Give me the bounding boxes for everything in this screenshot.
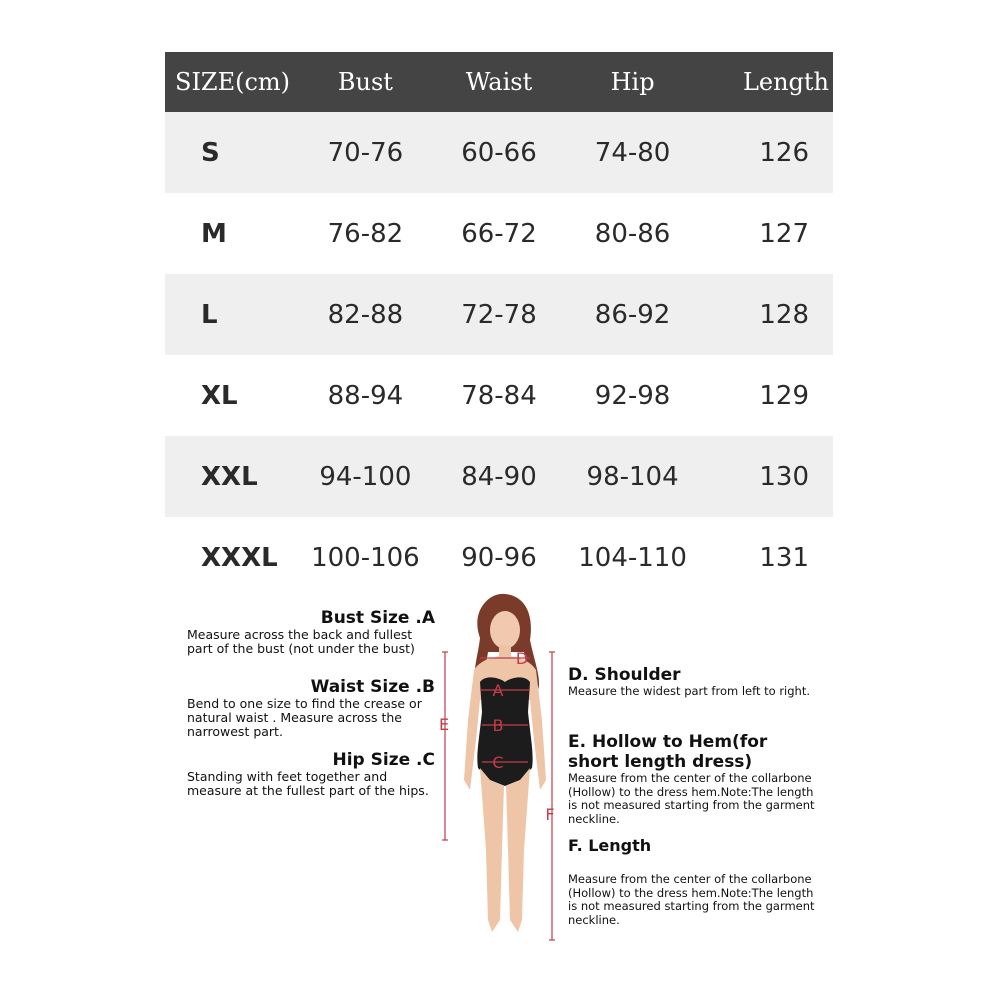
shoulder-guide-title: D. Shoulder [568, 665, 681, 685]
marker-e: E [438, 715, 450, 734]
table-row [165, 436, 833, 517]
header-size: SIZE(cm) [175, 68, 291, 96]
bust-cell: 76-82 [327, 218, 404, 249]
waist-cell: 60-66 [461, 137, 537, 168]
header-waist: Waist [465, 68, 533, 96]
length-cell: 128 [759, 299, 809, 330]
marker-a: A [492, 681, 504, 700]
marker-b: B [492, 716, 504, 735]
marker-d: D [515, 649, 529, 668]
waist-guide-desc: Bend to one size to find the crease or natural waist . Measure across the narrowest part. [187, 696, 422, 739]
length-cell: 126 [759, 137, 809, 168]
shoulder-guide-desc: Measure the widest part from left to right. [568, 684, 811, 698]
bust-guide-desc: Measure across the back and fullest part of the bust (not under the bust) [187, 627, 415, 656]
header-length: Length [742, 68, 829, 96]
size-cell: XXL [201, 461, 258, 492]
waist-guide [187, 677, 435, 739]
header-hip: Hip [610, 68, 655, 96]
hip-guide-title: Hip Size .C [332, 750, 435, 770]
waist-cell: 90-96 [461, 542, 537, 573]
table-row [165, 517, 833, 598]
length-cell: 131 [759, 542, 809, 573]
bodysuit-shape [477, 677, 532, 786]
hip-guide-desc: Standing with feet together and measure at the fullest part of the hips. [187, 769, 429, 798]
hip-cell: 80-86 [594, 218, 671, 249]
table-header-row [165, 52, 833, 112]
right-leg-shape [506, 768, 530, 932]
hip-cell: 104-110 [578, 542, 687, 573]
size-cell: S [201, 137, 220, 168]
hip-guide [187, 750, 435, 798]
length-cell: 130 [759, 461, 809, 492]
size-cell: XXXL [201, 542, 278, 573]
size-cell: M [201, 218, 227, 249]
hip-cell: 74-80 [594, 137, 671, 168]
table-row [165, 112, 833, 193]
marker-f: F [545, 805, 555, 824]
size-cell: L [201, 299, 218, 330]
hip-cell: 98-104 [586, 461, 679, 492]
marker-c: C [492, 753, 504, 772]
bust-cell: 94-100 [319, 461, 412, 492]
size-chart-table [165, 52, 833, 598]
waist-cell: 78-84 [461, 380, 537, 411]
bust-cell: 82-88 [327, 299, 404, 330]
length-guide-title: F. Length [568, 836, 652, 855]
hollow-guide-desc: Measure from the center of the collarbone (Hollow) to the dress hem.Note:The length is not measured starting from the garment neckline. [568, 771, 815, 826]
shoulder-guide [568, 665, 818, 699]
hollow-guide [568, 732, 818, 826]
waist-guide-title: Waist Size .B [310, 677, 435, 697]
header-bust: Bust [337, 68, 393, 96]
body-measurement-figure [430, 590, 570, 950]
face-shape [490, 611, 520, 649]
length-cell: 127 [759, 218, 809, 249]
hip-cell: 86-92 [594, 299, 671, 330]
bust-guide [187, 608, 435, 656]
waist-cell: 72-78 [461, 299, 537, 330]
bust-cell: 70-76 [327, 137, 404, 168]
left-leg-shape [480, 768, 504, 932]
size-cell: XL [201, 380, 238, 411]
hip-cell: 92-98 [594, 380, 671, 411]
bust-guide-title: Bust Size .A [320, 608, 435, 628]
bust-cell: 88-94 [327, 380, 404, 411]
length-guide-desc: Measure from the center of the collarbone (Hollow) to the dress hem.Note:The length is not measured starting from the garment neckline. [568, 872, 815, 927]
table-row [165, 193, 833, 274]
waist-cell: 66-72 [461, 218, 537, 249]
hollow-guide-title: E. Hollow to Hem(for short length dress) [568, 732, 768, 772]
length-guide [568, 836, 818, 927]
table-row [165, 274, 833, 355]
waist-cell: 84-90 [461, 461, 537, 492]
bust-cell: 100-106 [311, 542, 420, 573]
table-row [165, 355, 833, 436]
length-cell: 129 [759, 380, 809, 411]
